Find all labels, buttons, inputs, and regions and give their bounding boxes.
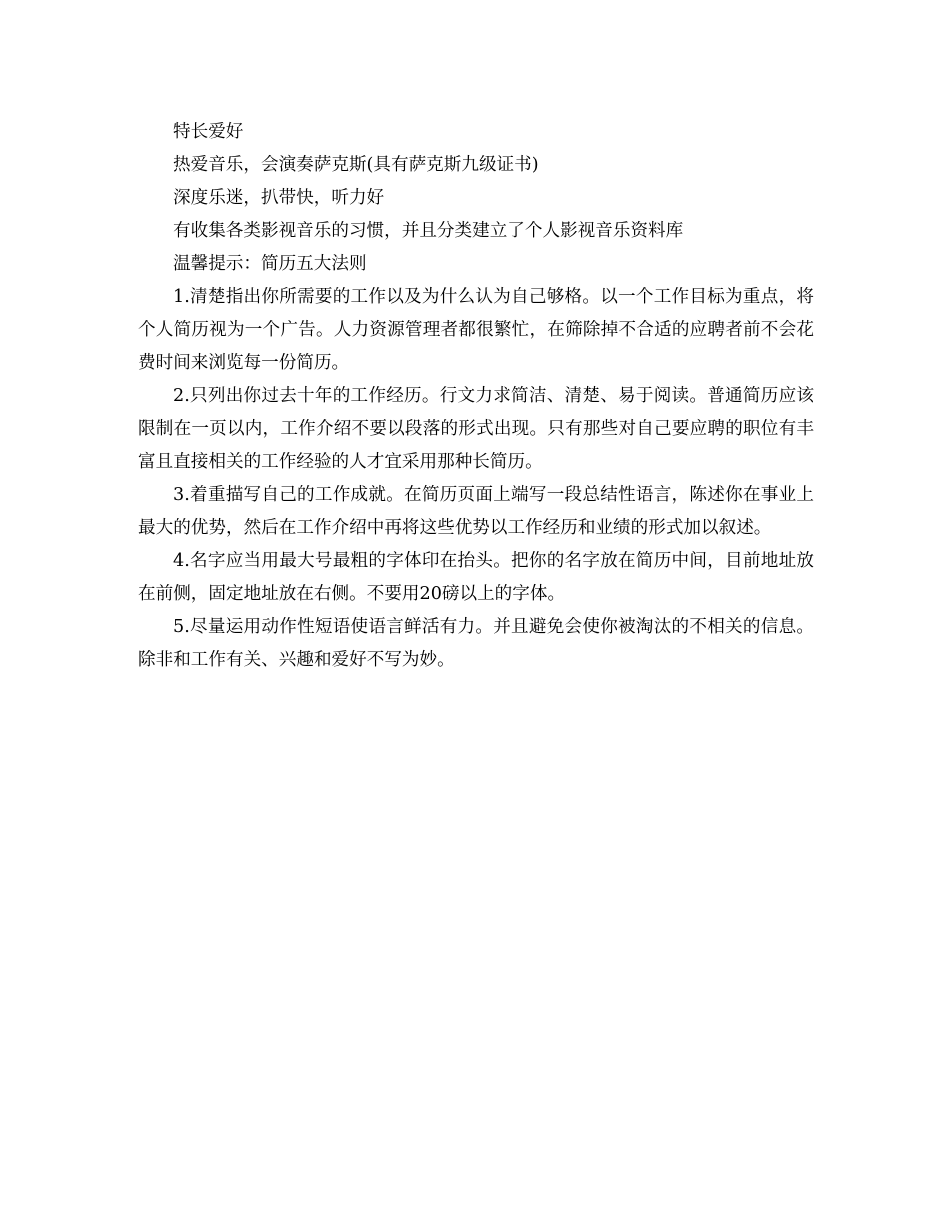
tips-heading: 温馨提示：简历五大法则 xyxy=(173,254,367,274)
rule-paragraph-4: 4.名字应当用最大号最粗的字体印在抬头。把你的名字放在简历中间，目前地址放在前侧，固定地址放在右侧。不要用20磅以上的字体。 xyxy=(138,551,814,604)
hobby-line: 热爱音乐，会演奏萨克斯(具有萨克斯九级证书) xyxy=(173,155,539,175)
rule-paragraph-1: 1.清楚指出你所需要的工作以及为什么认为自己够格。以一个工作目标为重点，将个人简历视为一个广告。人力资源管理者都很繁忙，在筛除掉不合适的应聘者前不会花费时间来浏览每一份简历。 xyxy=(138,287,814,373)
rule-paragraph-3: 3.着重描写自己的工作成就。在简历页面上端写一段总结性语言，陈述你在事业上最大的优势，然后在工作介绍中再将这些优势以工作经历和业绩的形式加以叙述。 xyxy=(138,485,814,538)
hobby-line: 深度乐迷，扒带快，听力好 xyxy=(173,188,385,208)
hobby-line: 有收集各类影视音乐的习惯，并且分类建立了个人影视音乐资料库 xyxy=(173,221,684,241)
rule-paragraph-2: 2.只列出你过去十年的工作经历。行文力求简洁、清楚、易于阅读。普通简历应该限制在一页以内，工作介绍不要以段落的形式出现。只有那些对自己要应聘的职位有丰富且直接相关的工作经验的人才宜采用那种长简历。 xyxy=(138,386,814,472)
section-heading-hobbies: 特长爱好 xyxy=(173,122,244,142)
document-body xyxy=(138,116,814,677)
rule-paragraph-5: 5.尽量运用动作性短语使语言鲜活有力。并且避免会使你被淘汰的不相关的信息。除非和工作有关、兴趣和爱好不写为妙。 xyxy=(138,617,814,670)
